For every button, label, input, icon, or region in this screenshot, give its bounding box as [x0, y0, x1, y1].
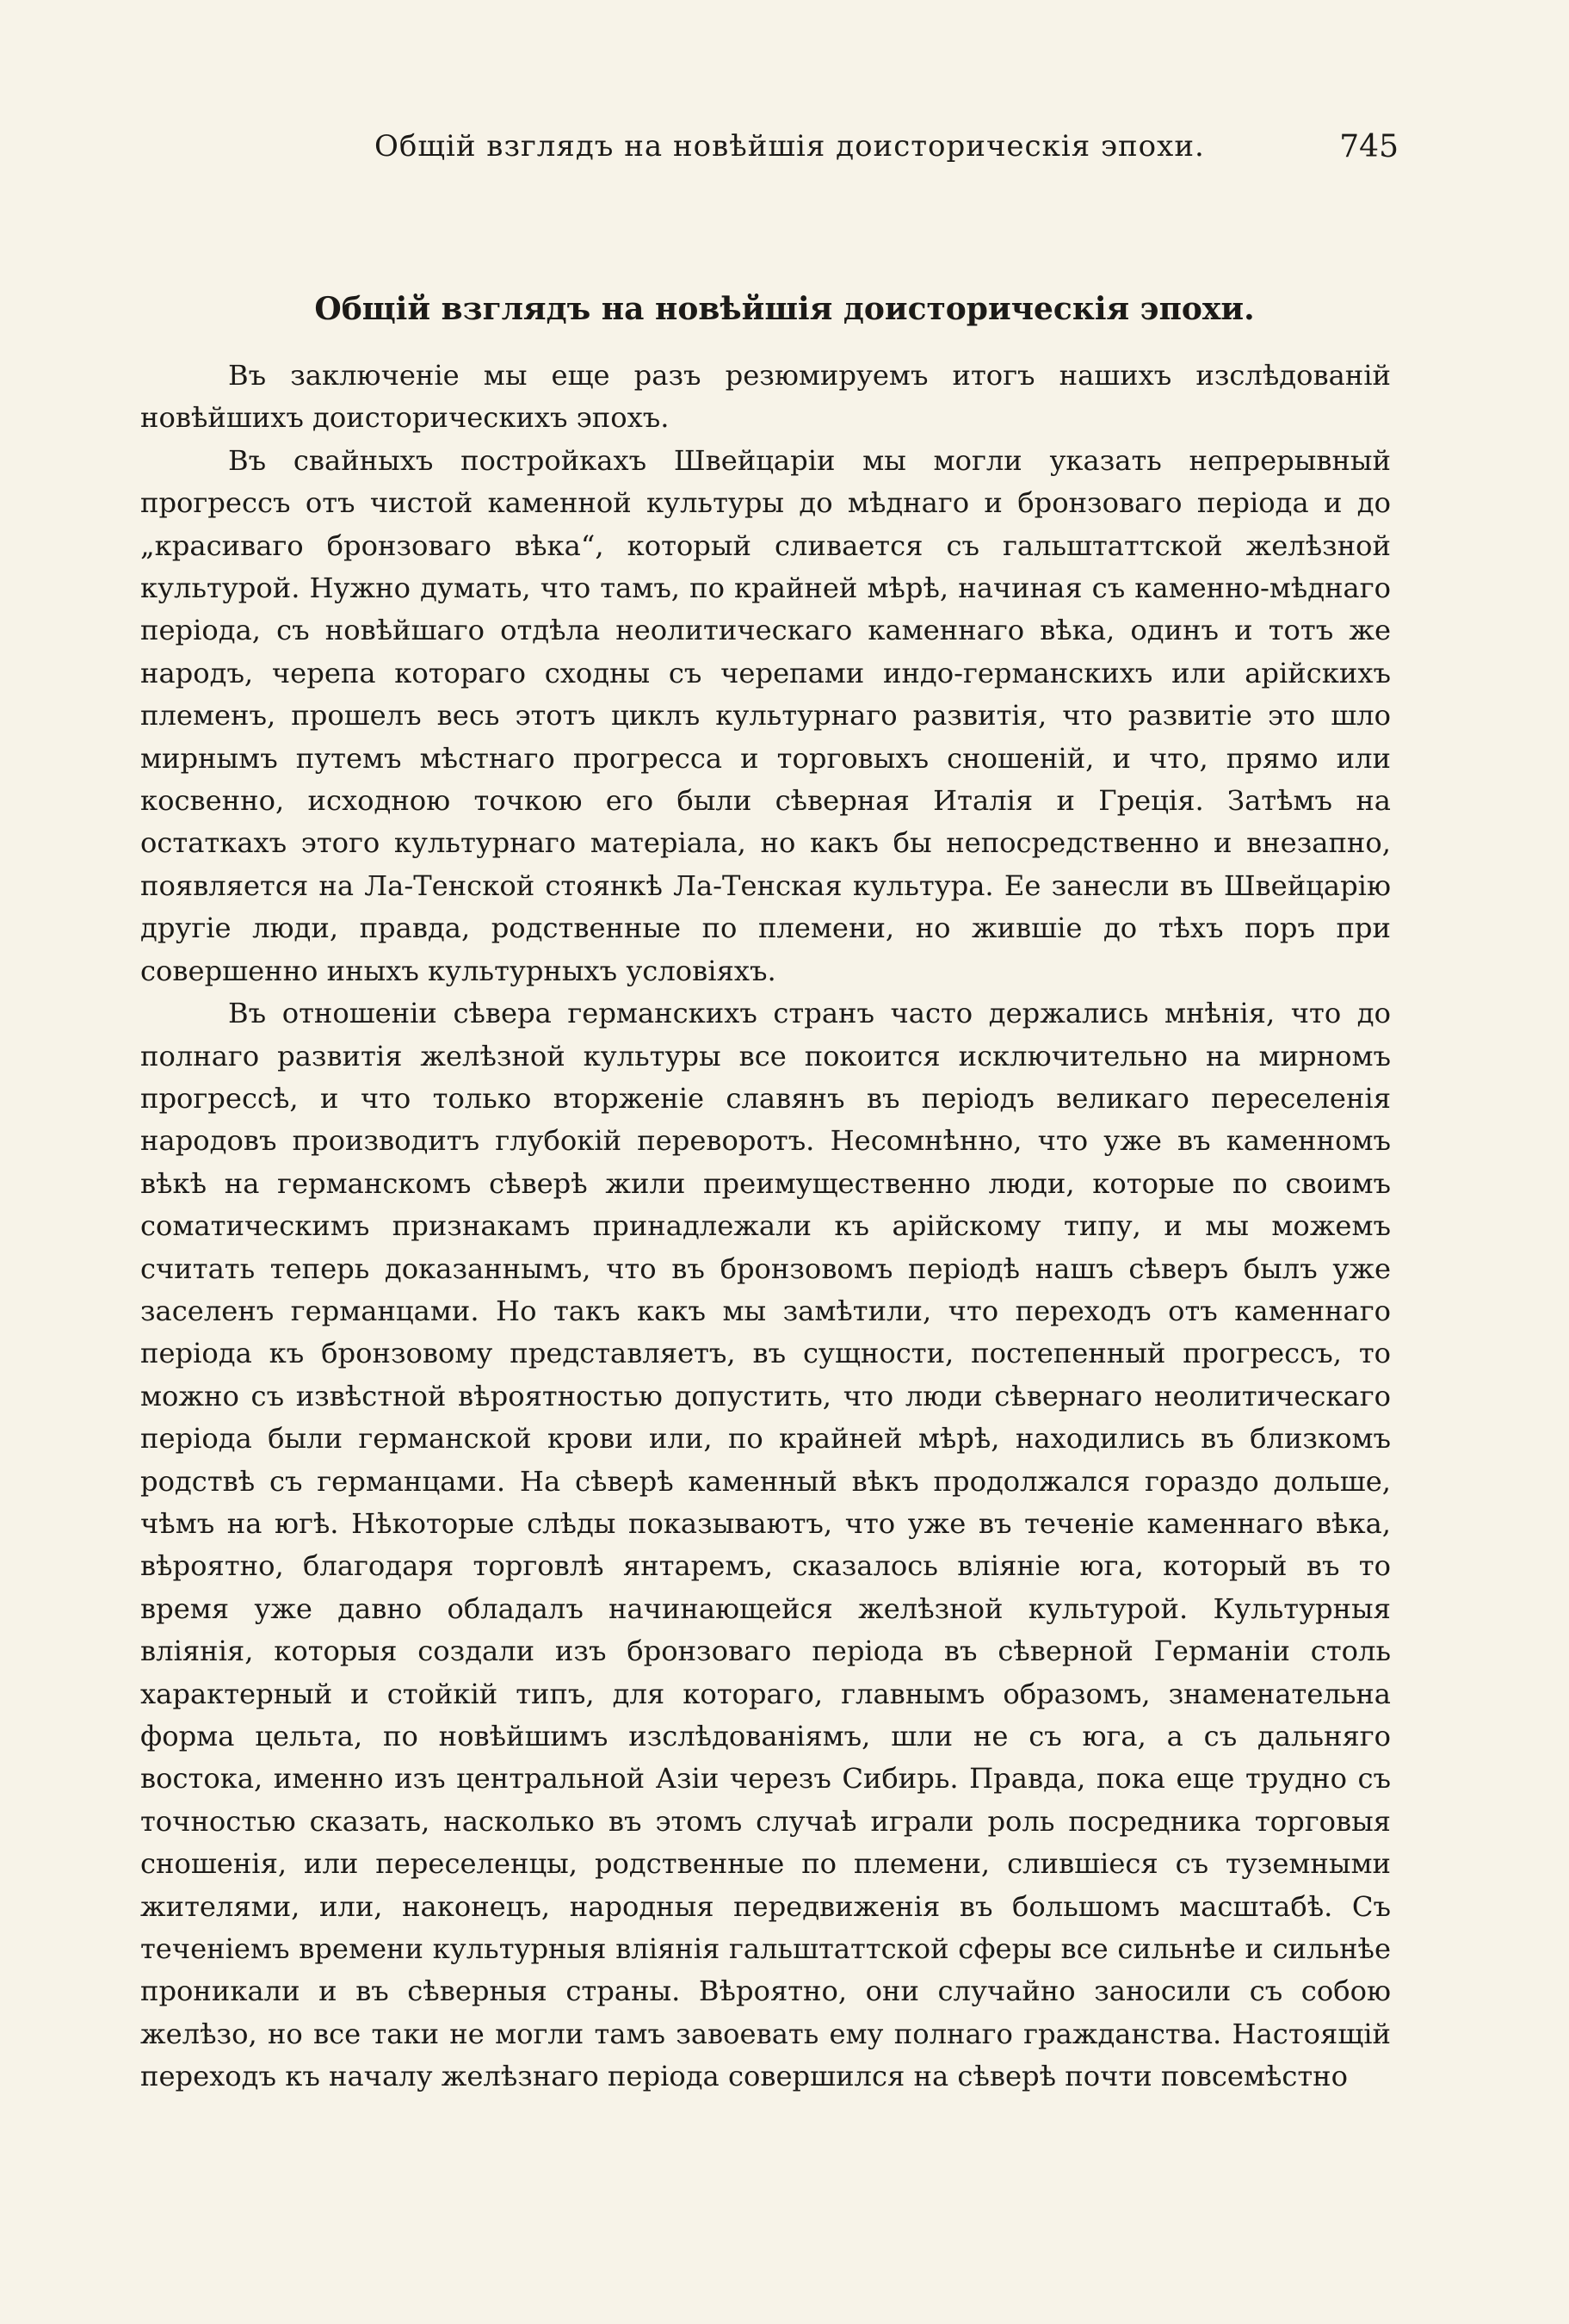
paragraph-1: Въ заключеніе мы еще разъ резюмируемъ итогъ нашихъ изслѣдованій новѣйшихъ доисторическихъ эпохъ. — [140, 359, 1391, 435]
body-text — [140, 355, 1391, 2098]
paragraph-2: Въ свайныхъ постройкахъ Швейцаріи мы могли указать непрерывный прогрессъ отъ чистой каменной культуры до мѣднаго и бронзоваго періода и до „красиваго бронзоваго вѣка“, который сливается съ гальштаттской желѣзной культурой. Нужно думать, что тамъ, по крайней мѣрѣ, начиная съ каменно-мѣднаго періода, съ новѣйшаго отдѣла неолитическаго каменнаго вѣка, одинъ и тотъ же народъ, черепа котораго сходны съ черепами индо-германскихъ или арійскихъ племенъ, прошелъ весь этотъ циклъ культурнаго развитія, что развитіе это шло мирнымъ путемъ мѣстнаго прогресса и торговыхъ сношеній, и что, прямо или косвенно, исходною точкою его были сѣверная Италія и Греція. Затѣмъ на остаткахъ этого культурнаго матеріала, но какъ бы непосредственно и внезапно, появляется на Ла-Тенской стоянкѣ Ла-Тенская культура. Ее занесли въ Швейцарію другіе люди, правда, родственные по племени, но жившіе до тѣхъ поръ при совершенно иныхъ культурныхъ условіяхъ. — [140, 443, 1391, 987]
running-title: Общій взглядъ на новѣйшія доисторическія эпохи. — [374, 129, 1205, 164]
section-heading: Общій взглядъ на новѣйшія доисторическія эпохи. — [314, 291, 1255, 327]
paragraph-3: Въ отношеніи сѣвера германскихъ странъ часто держались мнѣнія, что до полнаго развитія желѣзной культуры все покоится исключительно на мирномъ прогрессѣ, и что только вторженіе славянъ въ періодъ великаго переселенія народовъ производитъ глубокій переворотъ. Несомнѣнно, что уже въ каменномъ вѣкѣ на германскомъ сѣверѣ жили преимущественно люди, которые по своимъ соматическимъ признакамъ принадлежали къ арійскому типу, и мы можемъ считать теперь доказаннымъ, что въ бронзовомъ періодѣ нашъ сѣверъ былъ уже заселенъ германцами. Но такъ какъ мы замѣтили, что переходъ отъ каменнаго періода къ бронзовому представляетъ, въ сущности, постепенный прогрессъ, то можно съ извѣстной вѣроятностью допустить, что люди сѣвернаго неолитическаго періода были германской крови или, по крайней мѣрѣ, находились въ близкомъ родствѣ съ германцами. На сѣверѣ каменный вѣкъ продолжался гораздо дольше, чѣмъ на югѣ. Нѣкоторые слѣды показываютъ, что уже въ теченіе каменнаго вѣка, вѣроятно, благодаря торговлѣ янтаремъ, сказалось вліяніе юга, который въ то время уже давно обладалъ начинающейся желѣзной культурой. Культурныя вліянія, которыя создали изъ бронзоваго періода въ сѣверной Германіи столь характерный и стойкій типъ, для котораго, главнымъ образомъ, знаменательна форма цельта, по новѣйшимъ изслѣдованіямъ, шли не съ юга, а съ дальняго востока, именно изъ центральной Азіи черезъ Сибирь. Правда, пока еще трудно съ точностью сказать, насколько въ этомъ случаѣ играли роль посредника торговыя сношенія, или переселенцы, родственные по племени, слившіеся съ туземными жителями, или, наконецъ, народныя передвиженія въ большомъ масштабѣ. Съ теченіемъ времени культурныя вліянія гальштаттской сферы все сильнѣе и сильнѣе проникали и въ сѣверныя страны. Вѣроятно, они случайно заносили съ собою желѣзо, но все таки не могли тамъ завоевать ему полнаго гражданства. Настоящій переходъ къ началу желѣзнаго періода совершился на сѣверѣ почти повсемѣстно — [140, 997, 1391, 2093]
running-header — [142, 129, 1399, 181]
page-number: 745 — [1339, 129, 1399, 164]
